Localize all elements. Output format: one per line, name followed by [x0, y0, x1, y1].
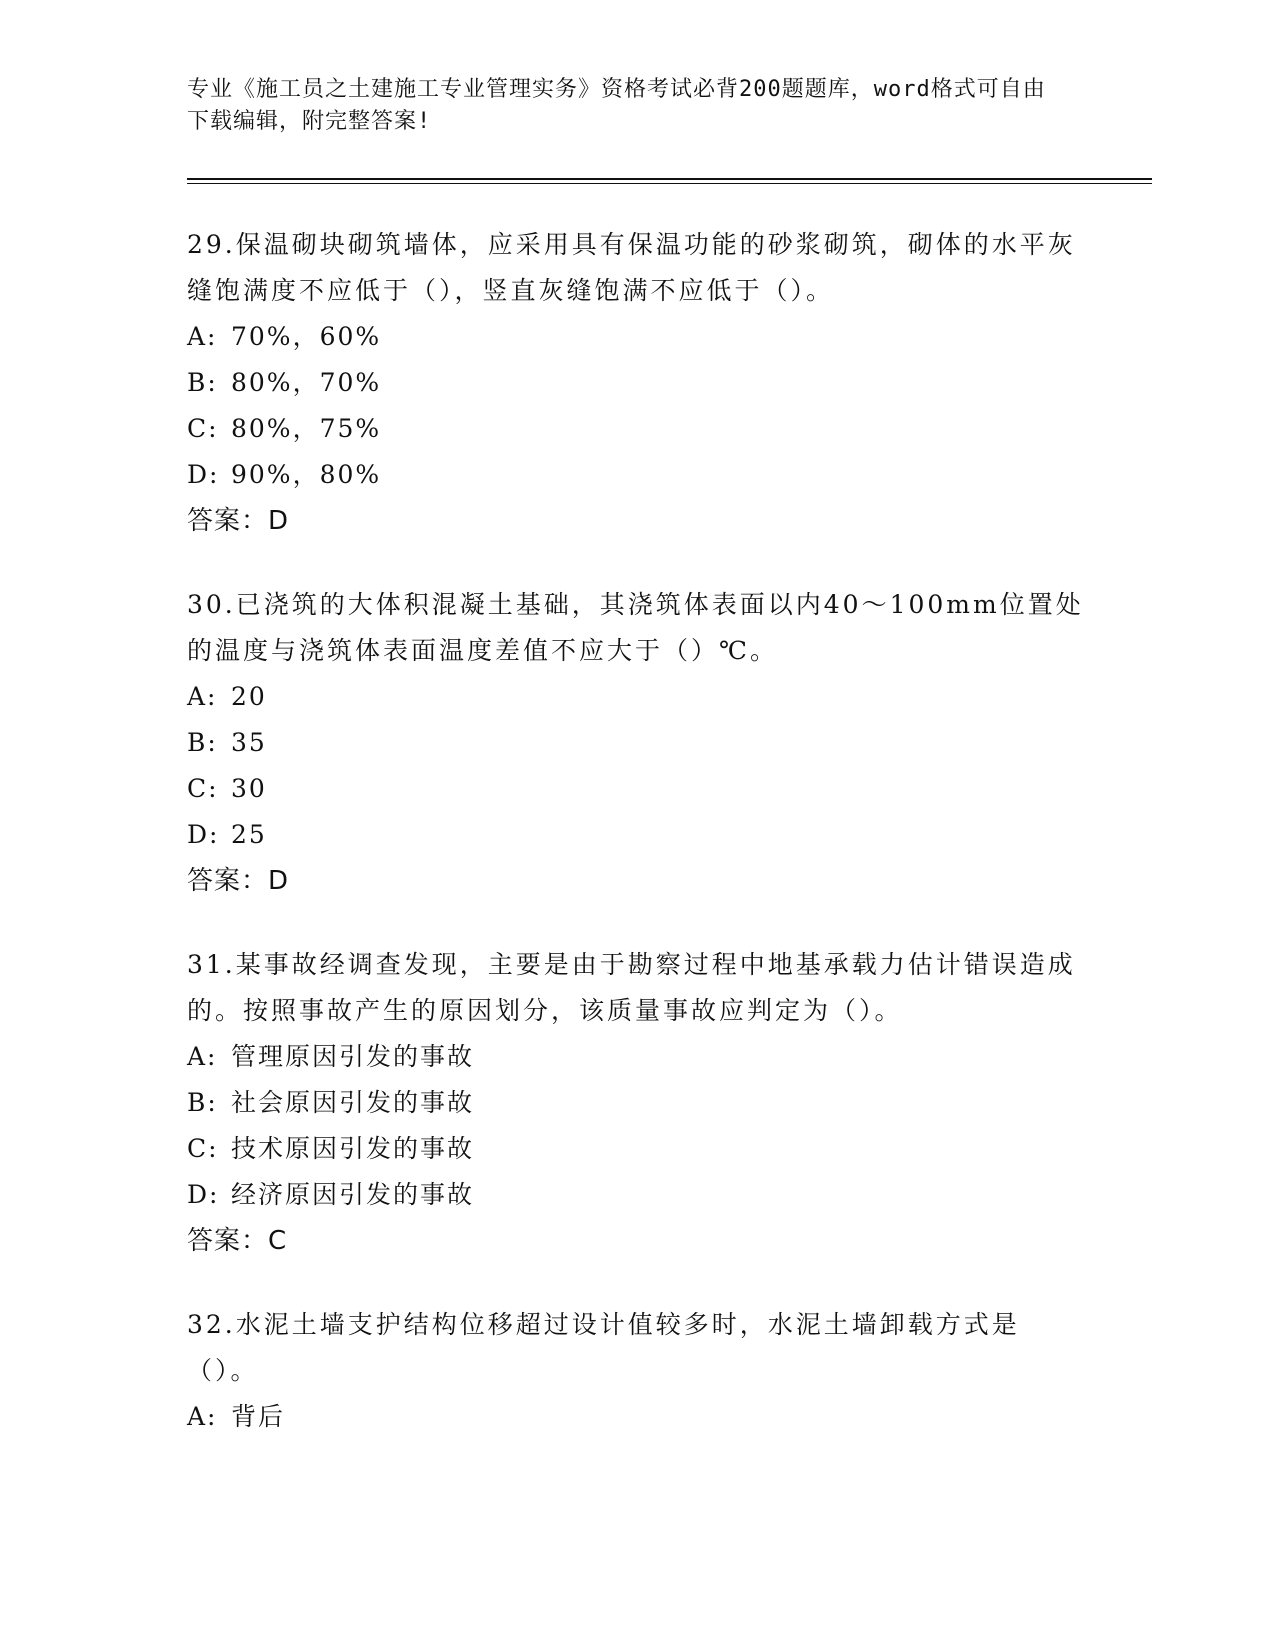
- option-b: [187, 720, 1087, 766]
- question-29: [187, 222, 1087, 544]
- option-b: [187, 1080, 1087, 1126]
- option-b: [187, 360, 1087, 406]
- option-text: 经济原因引发的事故: [231, 1180, 475, 1209]
- question-text: 29.保温砌块砌筑墙体，应采用具有保温功能的砂浆砌筑，砌体的水平灰缝饱满度不应低于（），竖直灰缝饱满不应低于（）。: [187, 230, 1076, 305]
- document-header: 专业《施工员之土建施工专业管理实务》资格考试必背200题题库，word格式可自由下载编辑，附完整答案!: [187, 77, 1046, 134]
- option-c: [187, 766, 1087, 812]
- option-text: 90%，80%: [231, 460, 382, 489]
- option-text: 管理原因引发的事故: [231, 1042, 475, 1071]
- option-d: [187, 1172, 1087, 1218]
- header-double-rule: [187, 178, 1152, 184]
- option-letter: D:: [187, 1180, 220, 1209]
- option-letter: C:: [187, 774, 219, 803]
- option-text: 20: [231, 682, 267, 711]
- option-text: 80%，70%: [231, 368, 382, 397]
- option-d: [187, 812, 1087, 858]
- option-text: 35: [231, 728, 267, 757]
- option-text: 25: [231, 820, 267, 849]
- question-text: 30.已浇筑的大体积混凝土基础，其浇筑体表面以内40～100mm位置处的温度与浇筑体表面温度差值不应大于（）℃。: [187, 590, 1084, 665]
- option-letter: A:: [187, 682, 218, 711]
- question-text: 32.水泥土墙支护结构位移超过设计值较多时，水泥土墙卸载方式是（）。: [187, 1310, 1020, 1385]
- question-text: 31.某事故经调查发现，主要是由于勘察过程中地基承载力估计错误造成的。按照事故产生的原因划分，该质量事故应判定为（）。: [187, 950, 1076, 1025]
- option-a: [187, 1394, 1087, 1440]
- option-letter: C:: [187, 1134, 219, 1163]
- option-letter: B:: [187, 728, 218, 757]
- option-letter: C:: [187, 414, 219, 443]
- option-text: 社会原因引发的事故: [231, 1088, 475, 1117]
- option-c: [187, 406, 1087, 452]
- option-text: 80%，75%: [231, 414, 382, 443]
- answer-line: 答案：D: [187, 506, 290, 536]
- option-text: 30: [231, 774, 267, 803]
- option-letter: A:: [187, 1402, 218, 1431]
- option-letter: A:: [187, 1042, 218, 1071]
- option-d: [187, 452, 1087, 498]
- question-31: [187, 942, 1087, 1264]
- option-letter: D:: [187, 460, 220, 489]
- answer-line: 答案：C: [187, 1226, 288, 1256]
- option-letter: A:: [187, 322, 218, 351]
- option-text: 背后: [231, 1402, 286, 1431]
- option-text: 技术原因引发的事故: [231, 1134, 475, 1163]
- option-text: 70%，60%: [231, 322, 382, 351]
- option-letter: D:: [187, 820, 220, 849]
- question-30: [187, 582, 1087, 904]
- option-a: [187, 674, 1087, 720]
- option-a: [187, 1034, 1087, 1080]
- option-letter: B:: [187, 368, 218, 397]
- answer-line: 答案：D: [187, 866, 290, 896]
- option-letter: B:: [187, 1088, 218, 1117]
- question-32: [187, 1302, 1087, 1440]
- option-a: [187, 314, 1087, 360]
- option-c: [187, 1126, 1087, 1172]
